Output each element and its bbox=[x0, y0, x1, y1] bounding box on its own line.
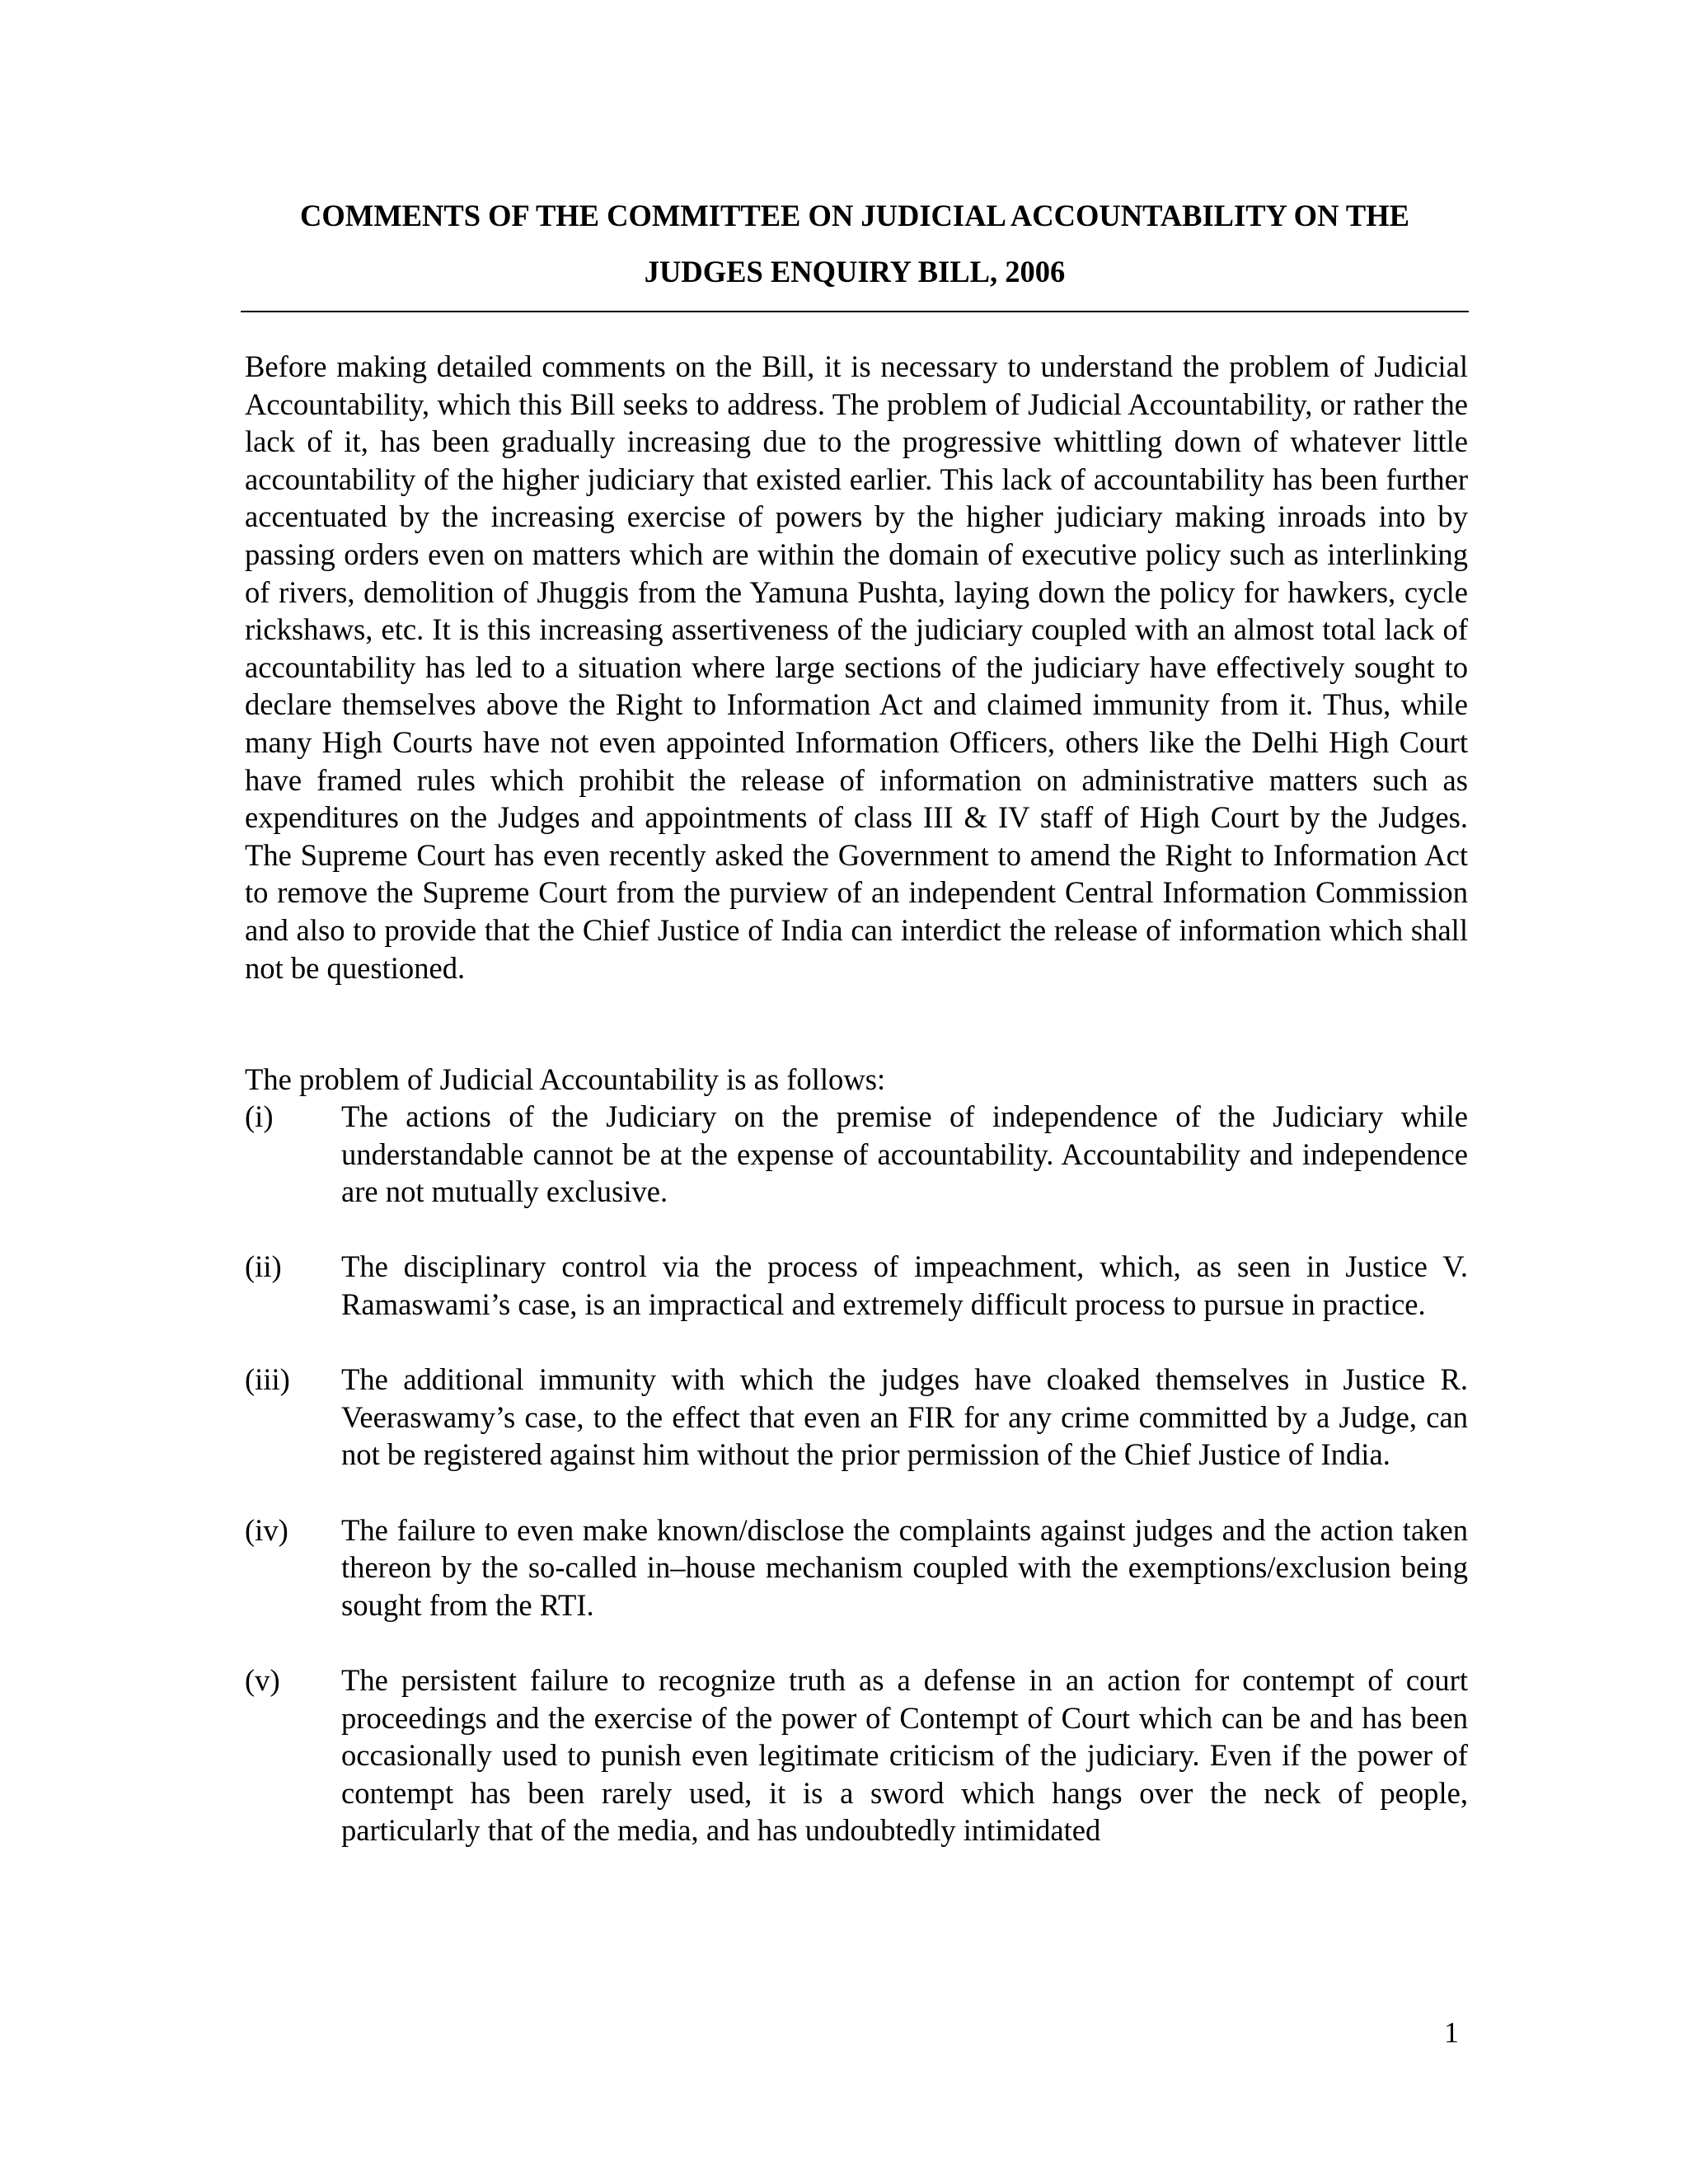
list-item-number: (v) bbox=[245, 1662, 280, 1697]
list-item-number: (ii) bbox=[245, 1249, 282, 1284]
document-title bbox=[241, 188, 1469, 300]
list-item bbox=[245, 1098, 1468, 1211]
list-item-text: The failure to even make known/disclose the complaints against judges and the action taken thereon by the so-called in–house mechanism coupled with the exemptions/exclusion being sought from the RTI. bbox=[341, 1512, 1468, 1622]
title-line-2: JUDGES ENQUIRY BILL, 2006 bbox=[644, 255, 1066, 288]
title-divider bbox=[241, 311, 1469, 312]
list-item-number: (iii) bbox=[245, 1362, 290, 1397]
list-item-number: (i) bbox=[245, 1099, 274, 1133]
list-item bbox=[245, 1248, 1468, 1323]
intro-paragraph: Before making detailed comments on the Bill, it is necessary to understand the problem of Judicial Accountability, which this Bill seeks to address. The problem of Judicial Accountability, or rather the lack of it, has been gradually increasing due to the progressive whittling down of whatever little accountability of the higher judiciary that existed earlier. This lack of accountability has been further accentuated by the increasing exercise of powers by the higher judiciary making inroads into by passing orders even on matters which are within the domain of executive policy such as interlinking of rivers, demolition of Jhuggis from the Yamuna Pushta, laying down the policy for hawkers, cycle rickshaws, etc. It is this increasing assertiveness of the judiciary coupled with an almost total lack of accountability has led to a situation where large sections of the judiciary have effectively sought to declare themselves above the Right to Information Act and claimed immunity from it. Thus, while many High Courts have not even appointed Information Officers, others like the Delhi High Court have framed rules which prohibit the release of information on administrative matters such as expenditures on the Judges and appointments of class III & IV staff of High Court by the Judges. The Supreme Court has even recently asked the Government to amend the Right to Information Act to remove the Supreme Court from the purview of an independent Central Information Commission and also to provide that the Chief Justice of India can interdict the release of information which shall not be questioned. bbox=[245, 349, 1468, 985]
problem-list bbox=[245, 1098, 1468, 1886]
list-item bbox=[245, 1361, 1468, 1474]
list-item bbox=[245, 1661, 1468, 1849]
list-item-text: The disciplinary control via the process of impeachment, which, as seen in Justice V. Ramaswami’s case, is an impractical and extremely difficult process to pursue in practice. bbox=[341, 1249, 1468, 1321]
list-item-text: The actions of the Judiciary on the premise of independence of the Judiciary while understandable cannot be at the expense of accountability. Accountability and independence are not mutually exclusive. bbox=[341, 1099, 1468, 1209]
list-item-text: The additional immunity with which the judges have cloaked themselves in Justice R. Veeraswamy’s case, to the effect that even an FIR for any crime committed by a Judge, can not be registered against him without the prior permission of the Chief Justice of India. bbox=[341, 1362, 1468, 1472]
list-item-text: The persistent failure to recognize truth as a defense in an action for contempt of court proceedings and the exercise of the power of Contempt of Court which can be and has been occasionally used to punish even legitimate criticism of the judiciary. Even if the power of contempt has been rarely used, it is a sword which hangs over the neck of people, particularly that of the media, and has undoubtedly intimidated bbox=[341, 1662, 1468, 1848]
list-item bbox=[245, 1511, 1468, 1624]
title-line-1: COMMENTS OF THE COMMITTEE ON JUDICIAL ACCOUNTABILITY ON THE bbox=[300, 199, 1409, 232]
page-number: 1 bbox=[1444, 2016, 1459, 2049]
list-lead: The problem of Judicial Accountability is as follows: bbox=[245, 1062, 886, 1096]
list-item-number: (iv) bbox=[245, 1512, 288, 1547]
